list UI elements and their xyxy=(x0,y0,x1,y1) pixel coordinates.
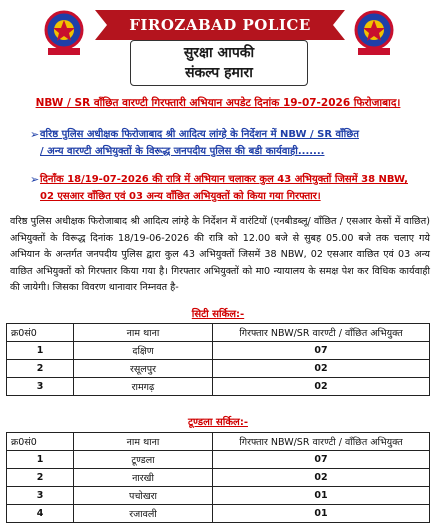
table-cell: 3 xyxy=(7,487,74,505)
banner-title: FIROZABAD POLICE xyxy=(129,16,311,34)
table-cell: रजावली xyxy=(74,505,213,523)
police-emblem-icon xyxy=(350,8,398,58)
table-cell: 3 xyxy=(7,378,74,396)
bullet-line: / अन्य वारण्टी अभियुक्तों के विरूद्ध जनपदीय पुलिस की बडी कार्यवाही....... xyxy=(40,146,325,157)
column-header: क्र0सं0 xyxy=(7,324,74,342)
table-cell: नारखी xyxy=(74,469,213,487)
table-cell: 01 xyxy=(213,505,430,523)
table-cell: 2 xyxy=(7,469,74,487)
table-row xyxy=(7,378,430,396)
bullet-line: वरिष्ठ पुलिस अधीक्षक फिरोजाबाद श्री आदित्य लांग्हे के निर्देशन में NBW / SR वाँछित xyxy=(40,129,359,140)
table-cell: 4 xyxy=(7,505,74,523)
city-circle-table xyxy=(6,323,430,396)
table-row xyxy=(7,469,430,487)
page-headline: NBW / SR वाँछित वारण्टी गिरफ्तारी अभियान अपडेट दिनांक 19-07-2026 फिरोजाबाद। xyxy=(35,97,401,109)
table-cell: 02 xyxy=(213,469,430,487)
arrow-bullet-icon: ➢ xyxy=(30,173,40,186)
table-cell: 01 xyxy=(213,487,430,505)
bullet-item xyxy=(30,126,359,160)
table-header-row xyxy=(7,324,430,342)
table-cell: 1 xyxy=(7,342,74,360)
table-cell: 07 xyxy=(213,342,430,360)
body-paragraph: वरिष्ठ पुलिस अधीक्षक फिरोजाबाद श्री आदित्य लांग्हे के निर्देशन में वारंटियों (एनबीडब्लू/ वाँछित / एसआर केसों में वाछित) अभियुक्तों के विरूद्ध दिनांक 18/19-06-2026 की रात्रि को 12.00 बजे से सुबह 05.00 बजे तक चलाए गये अभियान के अन्तर्गत जनपदीय पुलिस द्वारा कुल 43 अभियुक्तों जिसमें 38 NBW, 02 एसआर वाछित एवं 03 अन्य वाछित अभियुक्तों को गिरफ्तार किया गया है। गिरफ्तार अभियुक्तों को मा0 न्यायालय के समक्ष पेश कर विधिक कार्यवाही की जायेगी। जिसका विवरण थानावार निम्नवत है- xyxy=(10,216,430,293)
slogan-line-1: सुरक्षा आपकी xyxy=(183,45,255,61)
bullet-item xyxy=(30,171,408,205)
table-cell: पचोखरा xyxy=(74,487,213,505)
table-cell: रामगढ़ xyxy=(74,378,213,396)
table-cell: 1 xyxy=(7,451,74,469)
table-cell: 2 xyxy=(7,360,74,378)
column-header: नाम थाना xyxy=(74,433,213,451)
table-row xyxy=(7,487,430,505)
arrow-bullet-icon: ➢ xyxy=(30,128,40,141)
table-cell: 02 xyxy=(213,378,430,396)
table-row xyxy=(7,342,430,360)
tundla-circle-table xyxy=(6,432,430,523)
table-cell: 07 xyxy=(213,451,430,469)
slogan-line-2: संकल्प हमारा xyxy=(185,65,253,81)
column-header: गिरफ्तार NBW/SR वारण्टी / वाँछित अभियुक्त xyxy=(213,324,430,342)
table-cell: रसूलपुर xyxy=(74,360,213,378)
section-title-tundla-circle: टूण्डला सर्किल:- xyxy=(188,417,248,428)
table-cell: दक्षिण xyxy=(74,342,213,360)
table-cell: टूण्डला xyxy=(74,451,213,469)
column-header: क्र0सं0 xyxy=(7,433,74,451)
column-header: गिरफ्तार NBW/SR वारण्टी / वाँछित अभियुक्त xyxy=(213,433,430,451)
table-header-row xyxy=(7,433,430,451)
bullet-line: दिनाँक 18/19-07-2026 की रात्रि में अभियान चलाकर कुल 43 अभियुक्तों जिसमें 38 NBW, xyxy=(40,174,408,185)
column-header: नाम थाना xyxy=(74,324,213,342)
table-row xyxy=(7,505,430,523)
bullet-line: 02 एसआर वाँछित एवं 03 अन्य वाँछित अभियुक्तों को किया गया गिरफ्तार। xyxy=(40,191,321,202)
header-banner xyxy=(0,0,436,92)
table-cell: 02 xyxy=(213,360,430,378)
table-row xyxy=(7,360,430,378)
slogan-box xyxy=(130,40,308,86)
table-row xyxy=(7,451,430,469)
section-title-city-circle: सिटी सर्किल:- xyxy=(191,309,245,320)
police-emblem-icon xyxy=(40,8,88,58)
